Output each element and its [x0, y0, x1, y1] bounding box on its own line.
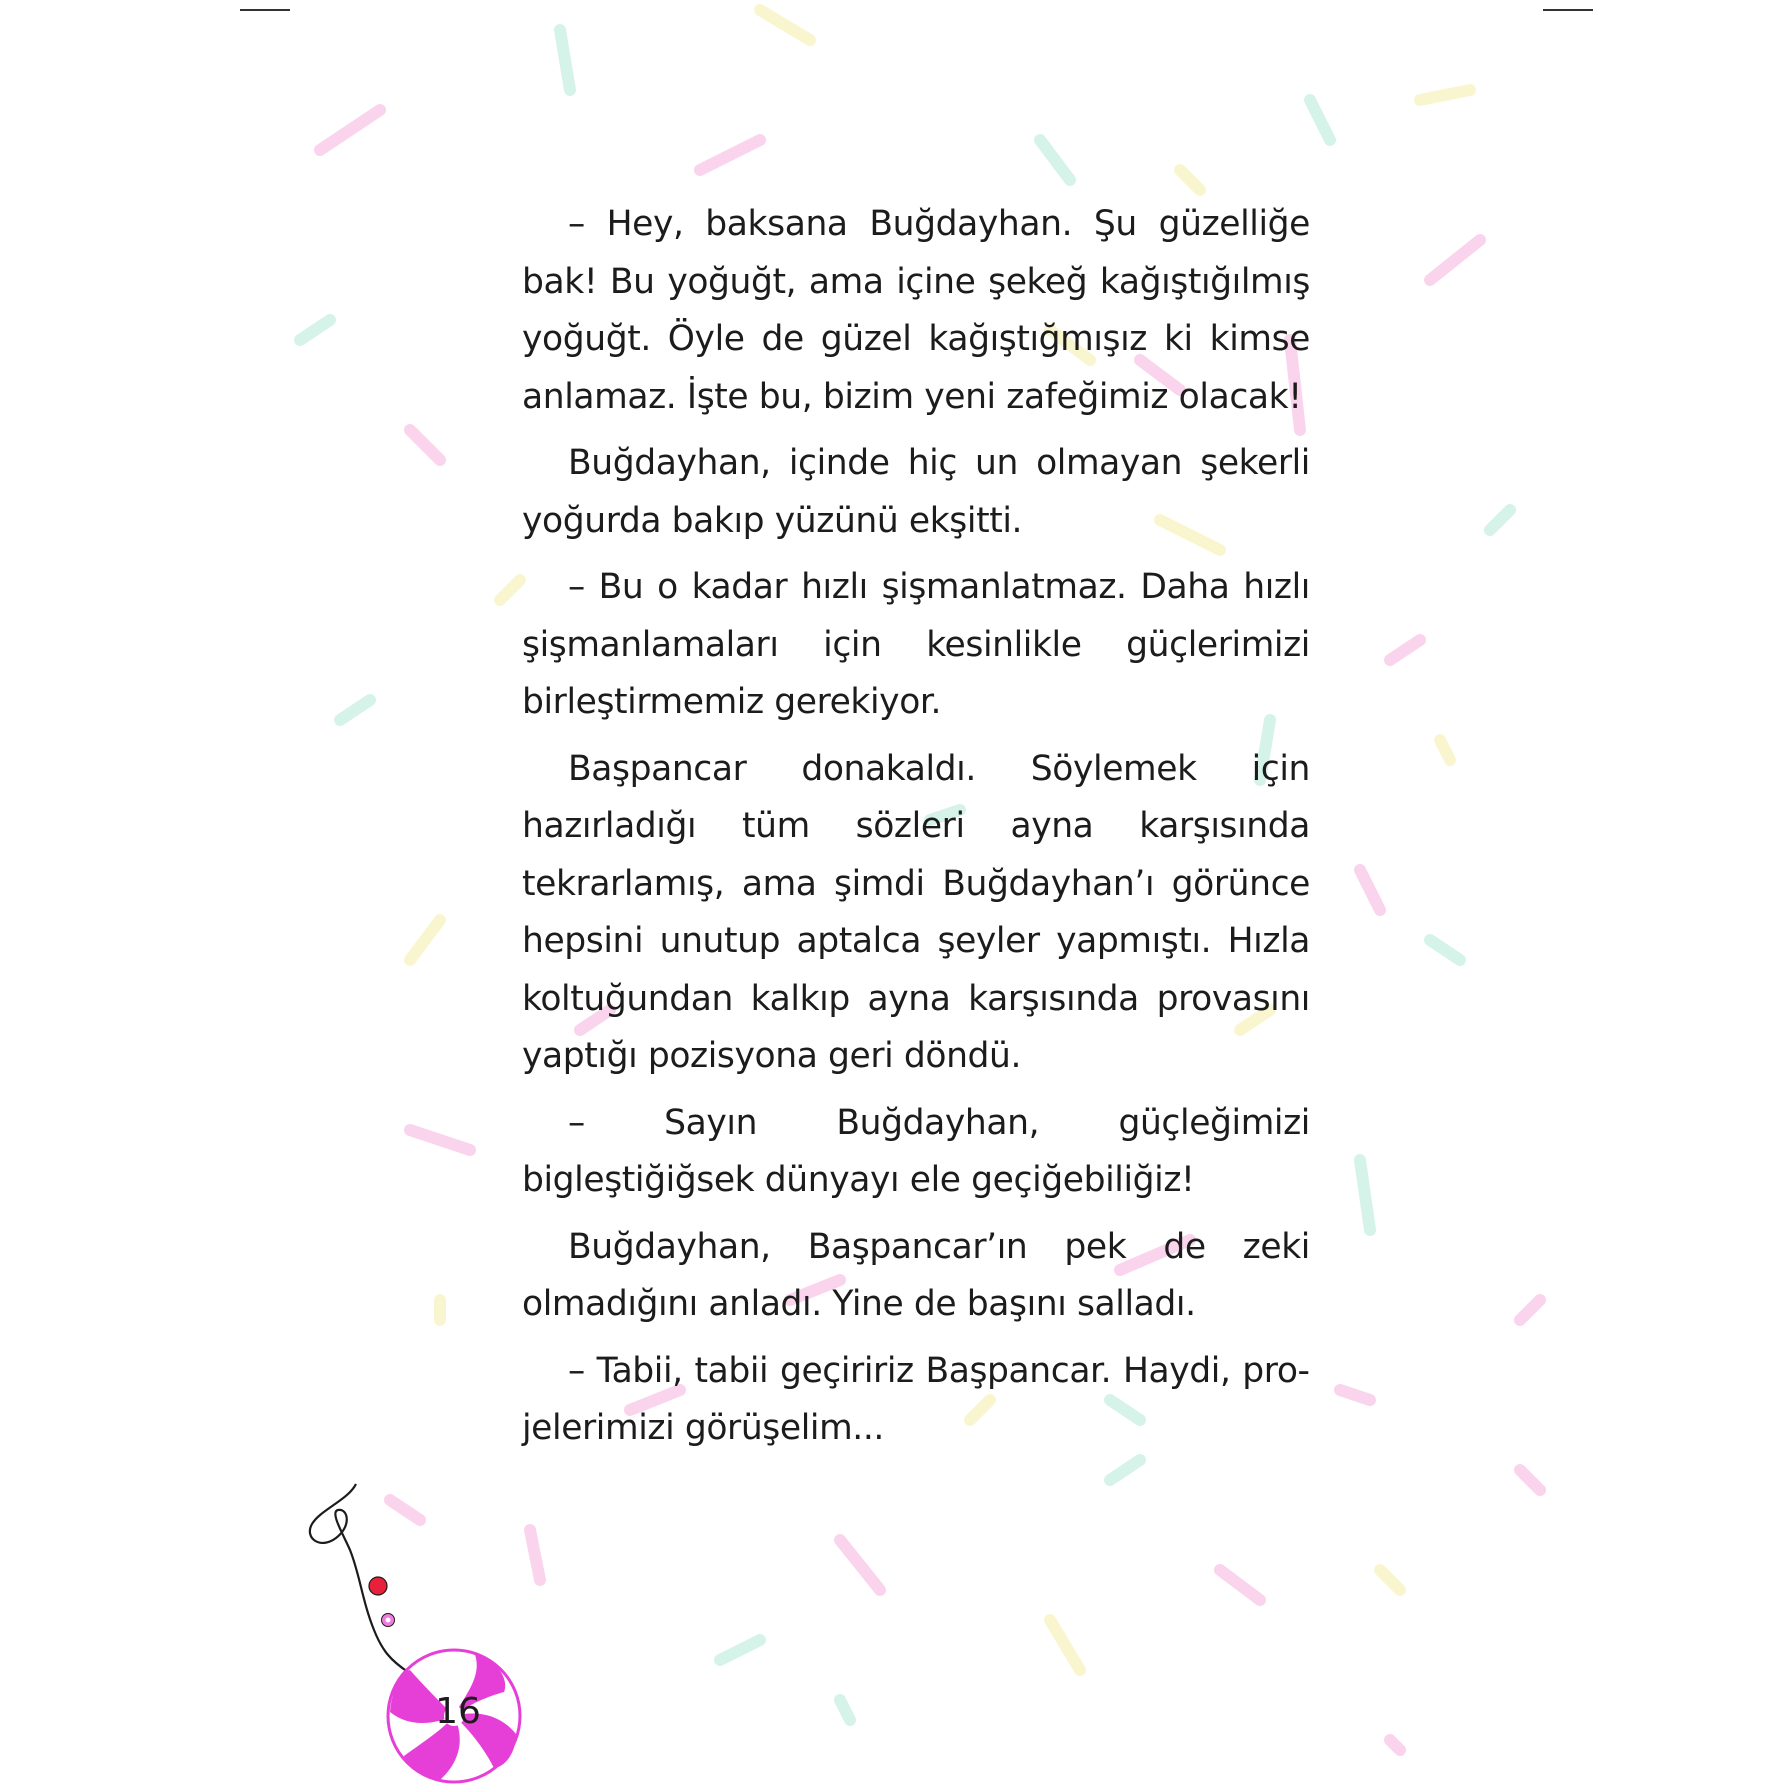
sprinkle: [840, 1540, 880, 1590]
sprinkle: [720, 1640, 760, 1660]
sprinkle: [1380, 1570, 1400, 1590]
sprinkle: [410, 920, 440, 960]
paragraph: – Sayın Buğdayhan, güçleğimizi bigleştiğiğsek dünyayı ele geçiğebiliğiz!: [522, 1102, 1310, 1200]
paragraph: Buğdayhan, içinde hiç un olmayan şekerli yoğurda bakıp yüzünü ekşitti.: [522, 443, 1310, 541]
sprinkle: [1310, 100, 1330, 140]
sprinkle: [1520, 1470, 1540, 1490]
sprinkle: [700, 140, 760, 170]
body-text: [522, 196, 1310, 1467]
sprinkle: [1040, 140, 1070, 180]
crop-mark-right: [1543, 9, 1593, 11]
sprinkle: [300, 320, 330, 340]
sprinkle: [1390, 1740, 1400, 1750]
crop-mark-left: [240, 9, 290, 11]
sprinkle: [340, 700, 370, 720]
sprinkle: [840, 1700, 850, 1720]
sprinkle: [320, 110, 380, 150]
sprinkle: [410, 430, 440, 460]
bead-red: [369, 1577, 387, 1595]
sprinkle: [760, 10, 810, 40]
sprinkle: [1050, 1620, 1080, 1670]
sprinkle: [500, 580, 520, 600]
sprinkle: [1220, 1570, 1260, 1600]
paragraph: – Tabii, tabii geçiririz Başpancar. Haydi, projelerimizi görüşelim...: [522, 1350, 1310, 1448]
sprinkle: [1180, 170, 1200, 190]
sprinkle: [1440, 740, 1450, 760]
sprinkle: [1490, 510, 1510, 530]
page-number: 16: [435, 1691, 481, 1732]
sprinkle: [1360, 1160, 1370, 1230]
sprinkle: [1390, 640, 1420, 660]
sprinkle: [1340, 1390, 1370, 1400]
paragraph: – Hey, baksana Buğdayhan. Şu güzelliğe bak! Bu yoğuğt, ama içine şekeğ kağıştığılmış yoğuğt. Öyle de güzel kağıştığmışız ki kimse anlamaz. İşte bu, bizim yeni zafeğimiz olacak!: [522, 204, 1310, 417]
sprinkle: [1520, 1300, 1540, 1320]
sprinkle: [1420, 90, 1470, 100]
sprinkle: [1360, 870, 1380, 910]
paragraph: – Bu o kadar hızlı şişmanlatmaz. Daha hızlı şişmanlamaları için kesinlikle güçlerimizi birleştirmemiz gerekiyor.: [522, 567, 1310, 722]
sprinkle: [1430, 940, 1460, 960]
paragraph: Buğdayhan, Başpancar’ın pek de zeki olmadığını anladı. Yine de başını salladı.: [522, 1226, 1310, 1324]
paragraph: Başpancar donakaldı. Söylemek için hazırladığı tüm sözleri ayna karşısında tekrarlamış, ama şimdi Buğdayhan’ı görünce hepsini unutup aptalca şeyler yapmıştı. Hızla koltuğundan kalkıp ayna karşısında provasını yaptığı pozisyona geri döndü.: [522, 748, 1310, 1076]
sprinkle: [410, 1130, 470, 1150]
candy-swirl-icon: [290, 1480, 550, 1788]
sprinkle: [560, 30, 570, 90]
sprinkle: [1430, 240, 1480, 280]
